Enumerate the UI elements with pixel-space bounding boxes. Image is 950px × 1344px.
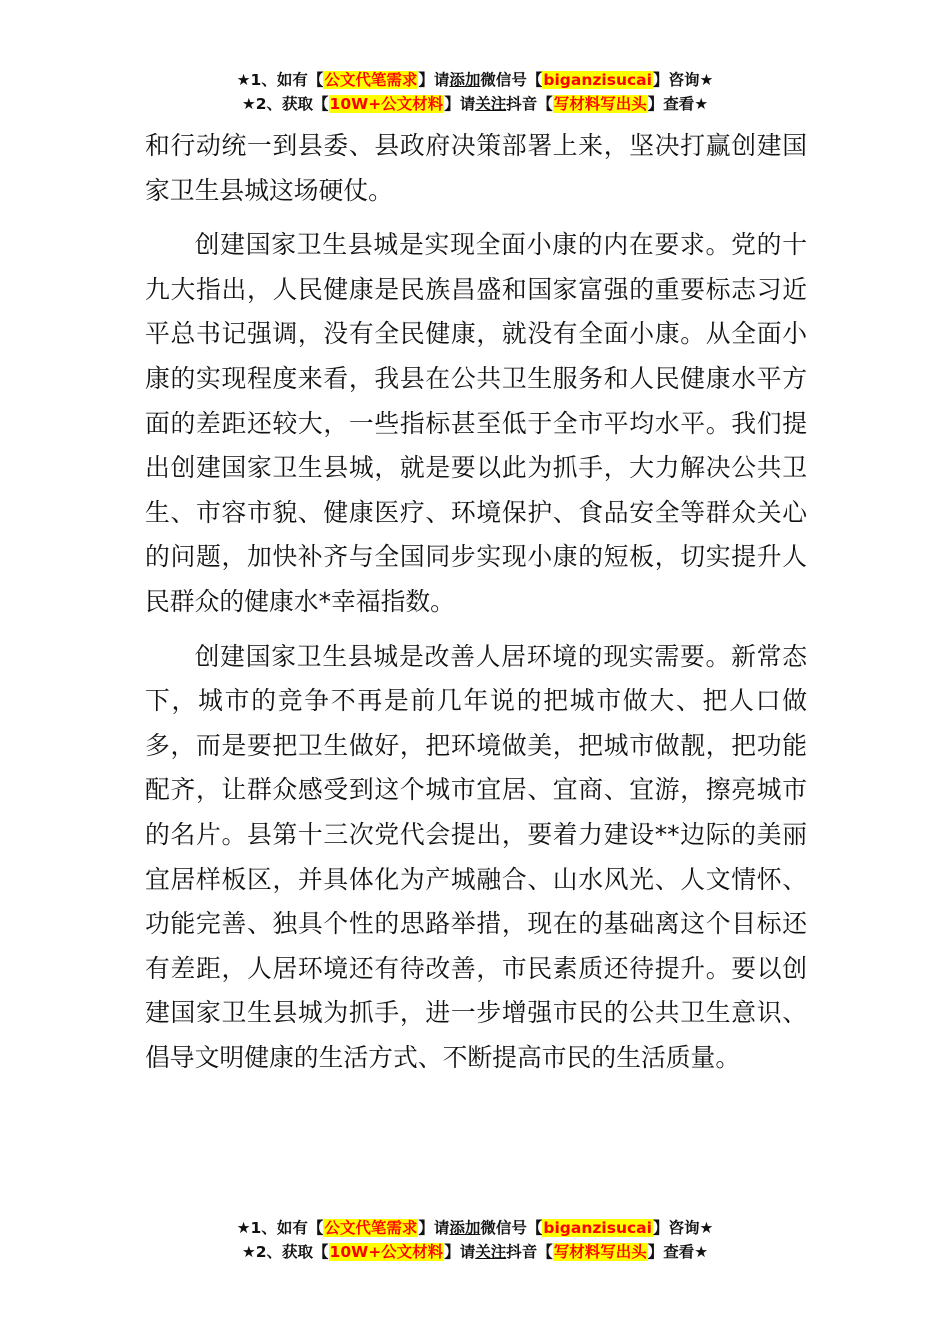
banner-text: 抖音【 bbox=[506, 95, 553, 113]
banner-line-1 bbox=[0, 1216, 950, 1240]
header-banner bbox=[0, 68, 950, 116]
banner-text: ★2、获取【 bbox=[241, 1243, 329, 1261]
banner-line-2 bbox=[0, 92, 950, 116]
highlight-wechat-id: biganzisucai bbox=[543, 71, 652, 89]
footer-banner bbox=[0, 1216, 950, 1264]
banner-text: 】请 bbox=[444, 1243, 476, 1261]
banner-text: 】查看★ bbox=[647, 95, 709, 113]
banner-text: 】请 bbox=[444, 95, 476, 113]
banner-text: 微信号【 bbox=[480, 71, 543, 89]
banner-line-1 bbox=[0, 68, 950, 92]
underlined-text: 添加 bbox=[449, 1219, 481, 1237]
underlined-text: 关注 bbox=[475, 95, 507, 113]
paragraph-continuation: 和行动统一到县委、县政府决策部署上来，坚决打赢创建国家卫生县城这场硬仗。 bbox=[145, 131, 807, 205]
banner-text: 微信号【 bbox=[480, 1219, 543, 1237]
banner-text: 】咨询★ bbox=[652, 71, 714, 89]
banner-text: 抖音【 bbox=[506, 1243, 553, 1261]
paragraph-xiaokang: 创建国家卫生县城是实现全面小康的内在要求。党的十九大指出，人民健康是民族昌盛和国家富强的重要标志习近平总书记强调，没有全民健康，就没有全面小康。从全面小康的实现程度来看，我县在公共卫生服务和人民健康水平方面的差距还较大，一些指标甚至低于全市平均水平。我们提出创建国家卫生县城，就是要以此为抓手，大力解决公共卫生、市容市貌、健康医疗、环境保护、食品安全等群众关心的问题，加快补齐与全国同步实现小康的短板，切实提升人民群众的健康水*幸福指数。 bbox=[145, 230, 807, 616]
banner-text: ★1、如有【 bbox=[236, 1219, 324, 1237]
underlined-text: 添加 bbox=[449, 71, 481, 89]
highlight-service: 公文代笔需求 bbox=[324, 71, 418, 89]
banner-text: 】查看★ bbox=[647, 1243, 709, 1261]
banner-text: ★2、获取【 bbox=[241, 95, 329, 113]
banner-text: 】请 bbox=[418, 1219, 450, 1237]
highlight-service: 公文代笔需求 bbox=[324, 1219, 418, 1237]
underlined-text: 关注 bbox=[475, 1243, 507, 1261]
banner-text: 】咨询★ bbox=[652, 1219, 714, 1237]
document-body bbox=[145, 124, 807, 1080]
paragraph-living-environment: 创建国家卫生县城是改善人居环境的现实需要。新常态下，城市的竞争不再是前几年说的把城市做大、把人口做多，而是要把卫生做好，把环境做美，把城市做靓，把功能配齐，让群众感受到这个城市宜居、宜商、宜游，擦亮城市的名片。县第十三次党代会提出，要着力建设**边际的美丽宜居样板区，并具体化为产城融合、山水风光、人文情怀、功能完善、独具个性的思路举措，现在的基础离这个目标还有差距，人居环境还有待改善，市民素质还待提升。要以创建国家卫生县城为抓手，进一步增强市民的公共卫生意识、倡导文明健康的生活方式、不断提高市民的生活质量。 bbox=[145, 641, 807, 1072]
highlight-wechat-id: biganzisucai bbox=[543, 1219, 652, 1237]
highlight-materials: 10W+公文材料 bbox=[329, 95, 444, 113]
highlight-douyin-account: 写材料写出头 bbox=[553, 1243, 647, 1261]
banner-line-2 bbox=[0, 1240, 950, 1264]
banner-text: ★1、如有【 bbox=[236, 71, 324, 89]
highlight-materials: 10W+公文材料 bbox=[329, 1243, 444, 1261]
banner-text: 】请 bbox=[418, 71, 450, 89]
highlight-douyin-account: 写材料写出头 bbox=[553, 95, 647, 113]
